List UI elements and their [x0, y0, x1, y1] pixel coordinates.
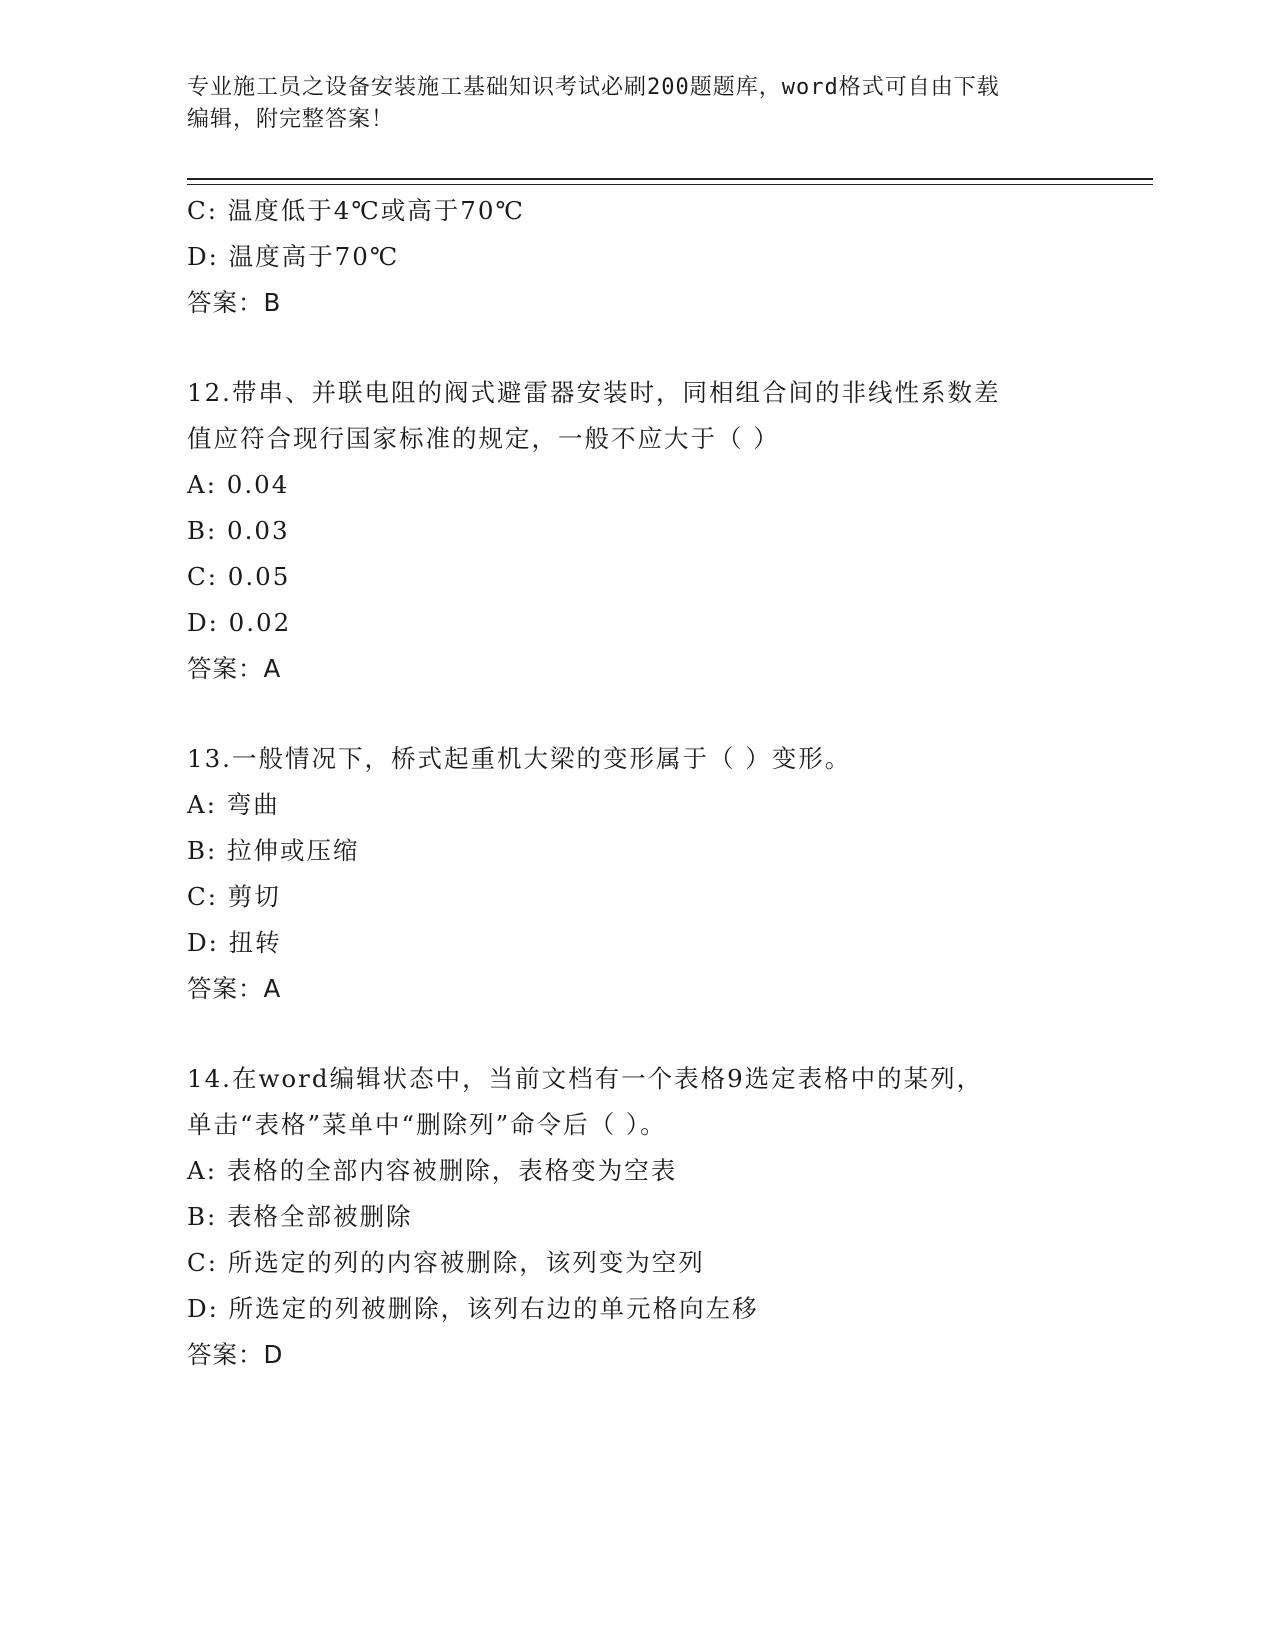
answer: 答案：A — [187, 654, 282, 683]
question-12 — [187, 370, 1117, 692]
question-text-line: 值应符合现行国家标准的规定，一般不应大于（ ） — [187, 424, 780, 453]
option-b: B: 0.03 — [187, 516, 290, 545]
question-fragment — [187, 188, 1117, 326]
header-line-1: 专业施工员之设备安装施工基础知识考试必刷200题题库，word格式可自由下载 — [187, 75, 1000, 100]
header-divider-thick — [187, 178, 1153, 180]
option-b: B: 拉伸或压缩 — [187, 836, 360, 865]
option-d: D: 扭转 — [187, 928, 282, 957]
document-body — [187, 188, 1117, 1378]
answer: 答案：B — [187, 288, 282, 317]
option-d: D: 所选定的列被删除，该列右边的单元格向左移 — [187, 1294, 759, 1323]
document-header — [187, 72, 1077, 136]
option-c: C: 剪切 — [187, 882, 281, 911]
option-b: B: 表格全部被删除 — [187, 1202, 413, 1231]
option-d: D: 0.02 — [187, 608, 292, 637]
header-divider-thin — [187, 184, 1153, 185]
header-line-2: 编辑，附完整答案！ — [187, 107, 395, 132]
option-c: C: 温度低于4℃或高于70℃ — [187, 196, 525, 225]
option-a: A: 0.04 — [187, 470, 290, 499]
answer: 答案：A — [187, 974, 282, 1003]
option-a: A: 弯曲 — [187, 790, 280, 819]
option-a: A: 表格的全部内容被删除，表格变为空表 — [187, 1156, 678, 1185]
option-c: C: 0.05 — [187, 562, 291, 591]
question-text-line: 13.一般情况下，桥式起重机大梁的变形属于（ ）变形。 — [187, 744, 852, 773]
option-c: C: 所选定的列的内容被删除，该列变为空列 — [187, 1248, 705, 1277]
question-13 — [187, 736, 1117, 1012]
answer: 答案：D — [187, 1340, 284, 1369]
question-text-line: 12.带串、并联电阻的阀式避雷器安装时，同相组合间的非线性系数差 — [187, 378, 1001, 407]
question-text-line: 14.在word编辑状态中，当前文档有一个表格9选定表格中的某列， — [187, 1064, 984, 1093]
question-14 — [187, 1056, 1117, 1378]
question-text-line: 单击“表格”菜单中“删除列”命令后（ ）。 — [187, 1110, 667, 1139]
option-d: D: 温度高于70℃ — [187, 242, 400, 271]
